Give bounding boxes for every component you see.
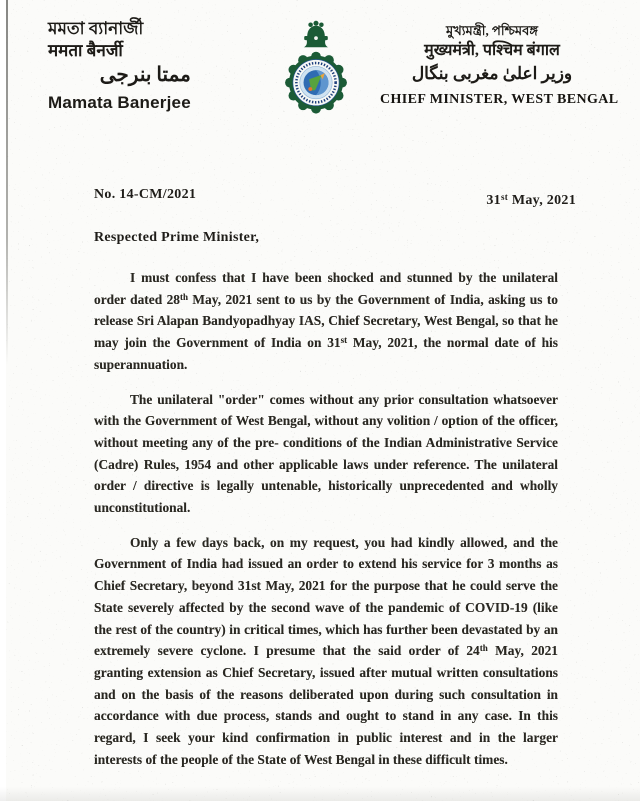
letter-date <box>486 193 576 209</box>
letter-paragraph: Only a few days back, on my request, you had kindly allowed, and the Government of India had issued an order to extend his service for 3 months as Chief Secretary, beyond 31st May, 2021 for the purpose that he could serve the State severely affected by the second wave of the pandemic of COVID-19 (like the rest of the country) in critical times, which has further been devastated by an extremely severe cyclone. I presume that the said order of 24th May, 2021 granting extension as Chief Secretary, issued after mutual written consultations and on the basis of the reasons deliberated upon during such consultation in accordance with due process, stands and ought to stand in any case. In this regard, I seek your kind confirmation in public interest and in the larger interests of the people of the State of West Bengal in these difficult times. <box>94 534 558 767</box>
scan-bottom-shadow <box>0 787 640 801</box>
state-seal-icon <box>285 52 347 114</box>
letter-paragraph: I must confess that I have been shocked and stunned by the unilateral order dated 28th May, 2021 sent to us by the Government of India, asking us to release Sri Alapan Bandyopadhyay IAS, Chief Secretary, West Bengal, so that he may join the Government of India on 31st May, 2021, the normal date of his superannuation. <box>94 270 558 372</box>
date-rest: May, 2021 <box>508 193 576 208</box>
office-title-bengali: মুখ্যমন্ত্রী, পশ্চিমবঙ্গ <box>446 23 538 38</box>
lion-capital-icon <box>304 21 329 48</box>
letter-body <box>94 267 558 783</box>
sender-name-hindi: ममता बैनर्जी <box>48 41 123 60</box>
date-day: 31 <box>486 193 501 208</box>
scan-edge-line <box>6 0 8 365</box>
sender-name-english: Mamata Banerjee <box>48 93 191 112</box>
letterhead-office-block <box>380 23 619 107</box>
salutation: Respected Prime Minister, <box>94 230 260 245</box>
west-bengal-emblem-icon <box>276 10 356 118</box>
office-title-urdu: وزیر اعلیٰ مغربی بنگال <box>411 64 573 83</box>
office-title-hindi: मुख्यमंत्री, पश्चिम बंगाल <box>424 42 560 59</box>
sender-name-bengali: মমতা ব্যানার্জী <box>48 19 144 38</box>
letterhead-sender-block <box>48 20 191 111</box>
date-ordinal: st <box>500 192 509 202</box>
office-title-english: CHIEF MINISTER, WEST BENGAL <box>380 92 619 107</box>
letter-paragraph: The unilateral "order" comes without any prior consultation whatsoever with the Government of West Bengal, without any volition / option of the officer, without meeting any of the pre- conditions of the Indian Administrative Service (Cadre) Rules, 1954 and other applicable laws under reference. The unilateral order / directive is legally untenable, historically unprecedented and wholly unconstitutional. <box>94 391 558 516</box>
reference-number: No. 14-CM/2021 <box>94 187 197 202</box>
sender-name-urdu: ممتا بنرجی <box>99 64 191 86</box>
